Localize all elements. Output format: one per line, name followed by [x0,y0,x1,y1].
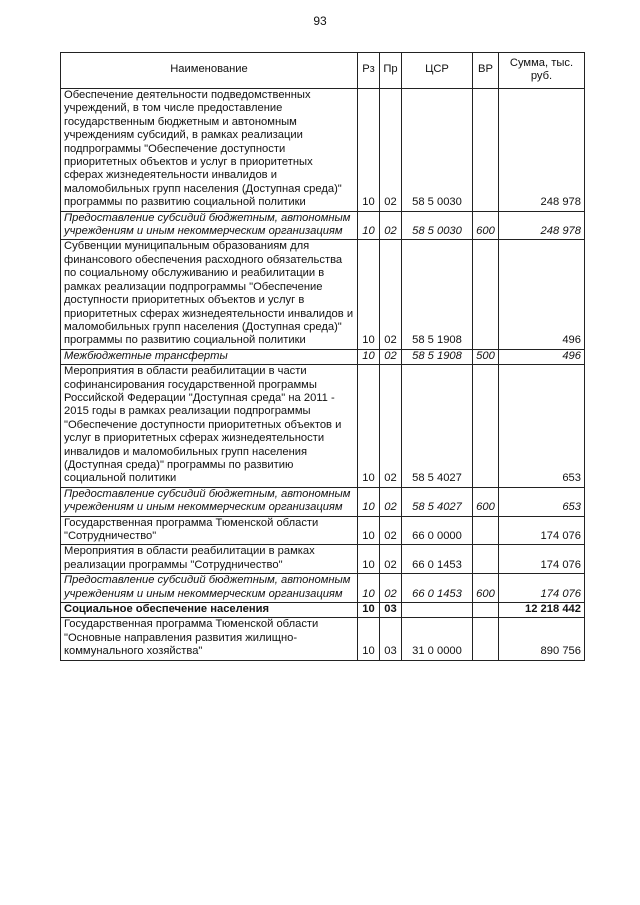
row-csr: 31 0 0000 [402,618,473,660]
row-rz: 10 [358,349,380,364]
table-row [61,618,585,660]
row-sum: 248 978 [499,211,585,240]
row-rz: 10 [358,211,380,240]
row-vr [473,89,499,212]
row-sum: 174 076 [499,574,585,603]
row-vr [473,618,499,660]
table-row [61,211,585,240]
row-rz: 10 [358,516,380,545]
row-csr: 66 0 0000 [402,516,473,545]
row-name: Предоставление субсидий бюджетным, автономным учреждениям и иным некоммерческим организациям [61,574,358,603]
row-name: Межбюджетные трансферты [61,349,358,364]
row-vr [473,516,499,545]
table-row [61,545,585,574]
row-sum: 653 [499,365,585,488]
row-vr [473,545,499,574]
row-rz: 10 [358,89,380,212]
row-name: Субвенции муниципальным образованиям для финансового обеспечения расходного обязательства по социальному обслуживанию и реабилитации в рамках реализации подпрограммы "Обеспечение доступности приоритетных объектов и услуг в приоритетных сферах жизнедеятельности инвалидов и маломобильных групп населения (Доступная среда)" программы по развитию социальной политики [61,240,358,349]
page-number: 93 [313,14,327,28]
row-sum: 248 978 [499,89,585,212]
table-row [61,487,585,516]
row-vr: 600 [473,574,499,603]
row-rz: 10 [358,618,380,660]
row-rz: 10 [358,487,380,516]
row-pr: 02 [380,240,402,349]
table-row [61,349,585,364]
row-pr: 02 [380,349,402,364]
row-pr: 02 [380,89,402,212]
table-row [61,365,585,488]
row-csr: 58 5 0030 [402,89,473,212]
table-row [61,516,585,545]
header-pr: Пр [380,53,402,89]
row-rz: 10 [358,603,380,618]
header-rz: Рз [358,53,380,89]
row-sum: 12 218 442 [499,603,585,618]
table-header-row [61,53,585,89]
row-name: Государственная программа Тюменской области "Сотрудничество" [61,516,358,545]
header-vr: ВР [473,53,499,89]
table-row [61,574,585,603]
row-rz: 10 [358,365,380,488]
header-sum: Сумма, тыс. руб. [499,53,585,89]
table-row [61,240,585,349]
row-sum: 653 [499,487,585,516]
row-csr: 58 5 1908 [402,240,473,349]
row-pr: 02 [380,545,402,574]
row-csr: 58 5 0030 [402,211,473,240]
row-vr [473,365,499,488]
row-name: Мероприятия в области реабилитации в рамках реализации программы "Сотрудничество" [61,545,358,574]
row-sum: 174 076 [499,545,585,574]
row-name: Социальное обеспечение населения [61,603,358,618]
row-csr: 58 5 4027 [402,365,473,488]
row-name: Предоставление субсидий бюджетным, автономным учреждениям и иным некоммерческим организациям [61,487,358,516]
row-sum: 496 [499,349,585,364]
row-csr: 66 0 1453 [402,574,473,603]
table-row [61,603,585,618]
row-vr [473,603,499,618]
row-name: Предоставление субсидий бюджетным, автономным учреждениям и иным некоммерческим организациям [61,211,358,240]
row-csr: 58 5 1908 [402,349,473,364]
row-csr [402,603,473,618]
row-pr: 03 [380,603,402,618]
budget-table [60,52,585,661]
row-vr [473,240,499,349]
row-vr: 600 [473,487,499,516]
header-csr: ЦСР [402,53,473,89]
row-sum: 174 076 [499,516,585,545]
row-pr: 02 [380,365,402,488]
row-pr: 02 [380,516,402,545]
row-pr: 02 [380,574,402,603]
row-name: Государственная программа Тюменской области "Основные направления развития жилищно-коммунального хозяйства" [61,618,358,660]
header-name: Наименование [61,53,358,89]
row-csr: 66 0 1453 [402,545,473,574]
row-sum: 890 756 [499,618,585,660]
row-csr: 58 5 4027 [402,487,473,516]
row-pr: 02 [380,211,402,240]
row-rz: 10 [358,240,380,349]
row-rz: 10 [358,545,380,574]
table-row [61,89,585,212]
row-pr: 03 [380,618,402,660]
row-vr: 600 [473,211,499,240]
row-vr: 500 [473,349,499,364]
row-sum: 496 [499,240,585,349]
row-rz: 10 [358,574,380,603]
row-pr: 02 [380,487,402,516]
row-name: Обеспечение деятельности подведомственных учреждений, в том числе предоставление государственным бюджетным и автономным учреждениям субсидий, в рамках реализации подпрограммы "Обеспечение доступности приоритетных объектов и услуг в приоритетных сферах жизнедеятельности инвалидов и маломобильных групп населения (Доступная среда)" программы по развитию социальной политики [61,89,358,212]
row-name: Мероприятия в области реабилитации в части софинансирования государственной программы Российской Федерации "Доступная среда" на 2011 - 2015 годы в рамках реализации подпрограммы "Обеспечение доступности приоритетных объектов и услуг в приоритетных сферах жизнедеятельности инвалидов и маломобильных групп населения (Доступная среда)" программы по развитию социальной политики [61,365,358,488]
